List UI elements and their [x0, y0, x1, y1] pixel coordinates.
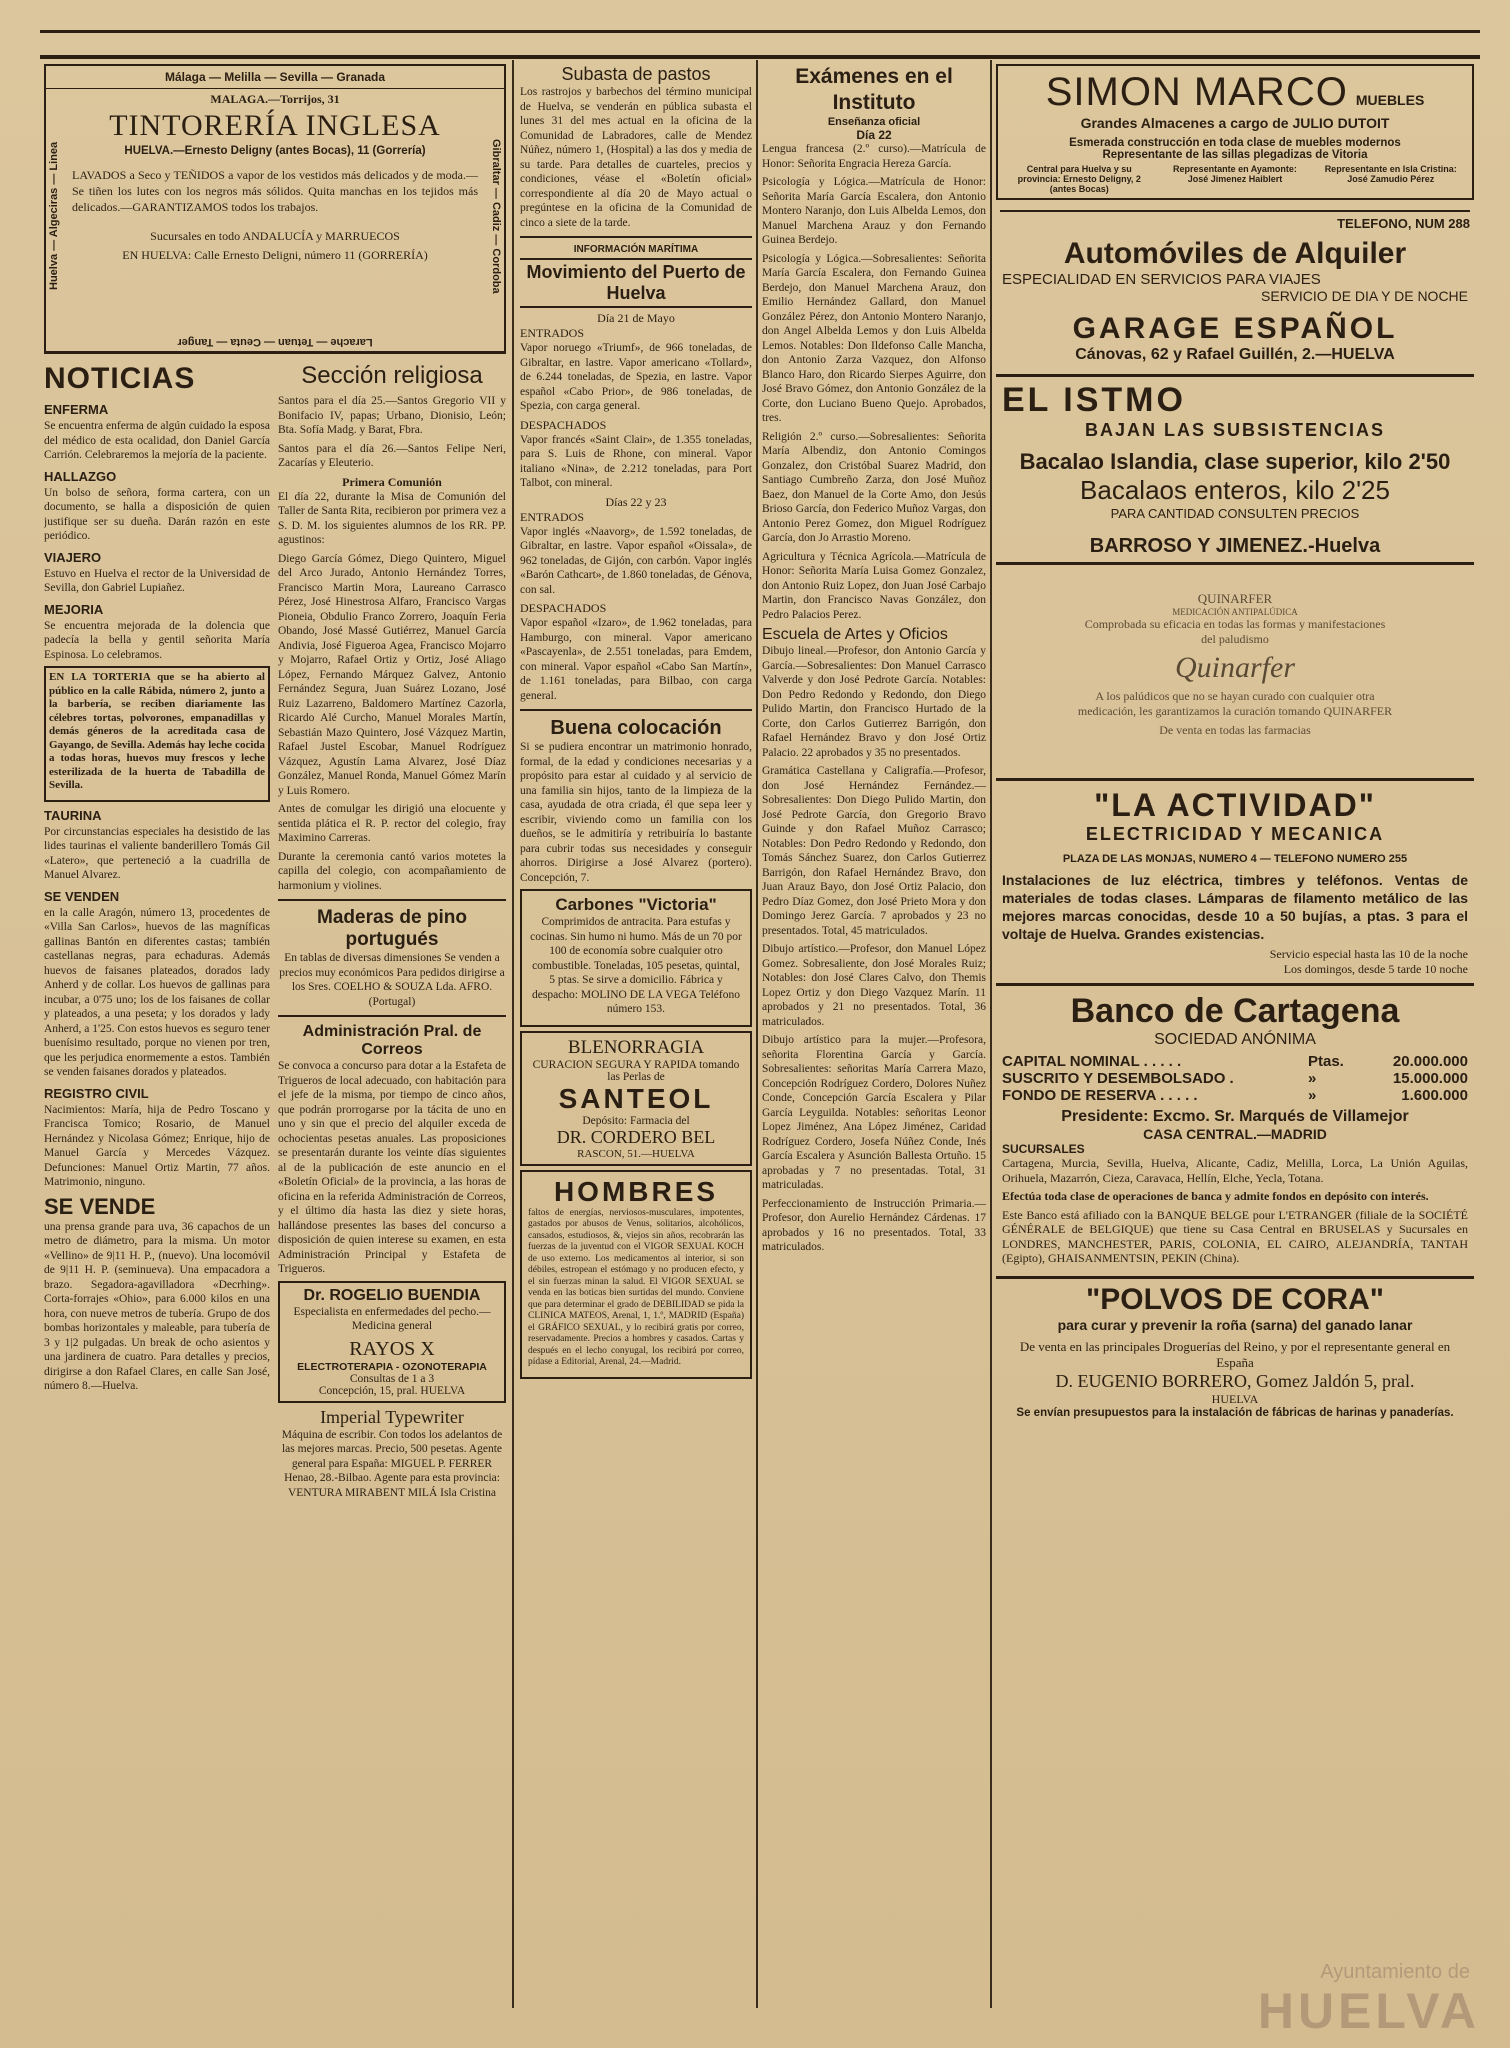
registro-heading: REGISTRO CIVIL	[44, 1085, 149, 1101]
se-venden-text: en la calle Aragón, número 13, procedentes de «Villa San Carlos», huevos de las magníficas gallinas Bantón en diferentes castas; también castellanas negras, para echaduras. Además huevos de faisanes plateados, dorados lady Anherd y de collar. Los huevos de gallinas para incubar, a 0'75 uno; los de los faisanes de collar y plateados, a una peseta; y los dorados y lady Anherd, a 1'25. Con estos huevos es seguro tener buenísimo resultado, porque no vienen por tren, que les perjudica enormemente a estos. También se venden faisanes dorados y plateados.	[44, 906, 270, 1078]
admin-title: Administración Pral. de Correos	[302, 1023, 482, 1058]
istmo-ad	[996, 374, 1474, 565]
banco-row-label: FONDO DE RESERVA . . . . .	[1002, 1087, 1198, 1104]
entrados-label: ENTRADOS	[520, 326, 585, 340]
istmo-title: EL ISTMO	[1002, 381, 1186, 419]
consultas: Consultas de 1 a 3	[349, 1372, 435, 1385]
rayos-x: RAYOS X	[349, 1337, 435, 1360]
info-maritima-heading: INFORMACIÓN MARÍTIMA	[573, 244, 699, 255]
examenes-p6: Dibujo lineal.—Profesor, don Antonio García y García.—Sobresalientes: Don Manuel Carrasco Valverde y don José Pedrote García. Notables: Don Pedro Redondo y Redondo, don Diego Pulido Martin, don Francisco Hurtado de la Corte, don Carlos Gutierrez Barrigón, don Rafael Hernández Bravo y don José Ortiz Palacio. 22 aprobados y 35 no presentados.	[762, 645, 986, 759]
simon-telefono: TELEFONO, NUM 288	[1000, 210, 1470, 231]
examenes-p10: Perfeccionamiento de Instrucción Primaria.—Profesor, don Aurelio Hernández Cárdenas. 17 aprobados y 16 no presentados. Total, 33 matriculados.	[762, 1197, 986, 1253]
typewriter-title: Imperial Typewriter	[320, 1406, 464, 1427]
typewriter-text: Máquina de escribir. Con todos los adelantos de las mejores marcas. Precio, 500 pesetas. Agente general para España: MIGUEL P. FERRER Henao, 28.-Bilbao. Agente para esta provincia: VENTURA MIRABENT MILÁ Isla Cristina	[281, 1428, 503, 1499]
banco-row-value: 20.000.000	[1392, 1053, 1468, 1070]
examenes-p8: Dibujo artístico.—Profesor, don Manuel López Gomez. Sobresaliente, don José Morales Ruiz; Notables: don José Clares Calvo, don Themis Lopez Ortiz y don Diego Vazquez Marín. 11 aprobados y 21 no presentados. Total, 36 matriculados.	[762, 943, 986, 1028]
se-vende-text: una prensa grande para uva, 36 capachos de un metro de diámetro, para la misma. Un motor «Vellino» de 9|11 H. P., (nuevo). Una locomóvil de 9|11 H. P. (seminueva). Una empacadora a brazo. Segadora-agavilladora «Decrhing». Corta-forrajes «Ohio», para 6.000 kilos en una hora, con nueve metros de tubería. Grupo de dos bombas horizontales y maleable, para tubería de 3 y 1|2 pulgadas. Un break de ocho asientos y una jardinera de cuatro. Para detalles y precios, dirigirse a don Rafael Clares, en calle San José, número 8.—Huelva.	[44, 1220, 270, 1392]
simon-marco-muebles: MUEBLES	[1355, 92, 1425, 108]
se-vende-heading: SE VENDE	[44, 1193, 156, 1219]
banco-row	[1002, 1070, 1468, 1087]
automoviles-sub2: SERVICIO DE DIA Y DE NOCHE	[1261, 288, 1468, 304]
subasta-column	[520, 64, 752, 1978]
column-divider	[990, 60, 992, 2008]
polvos-rep: D. EUGENIO BORRERO, Gomez Jaldón 5, pral.	[1055, 1370, 1415, 1391]
buendia-name: Dr. ROGELIO BUENDIA	[303, 1286, 481, 1304]
tintoreria-address-malaga: MALAGA.—Torrijos, 31	[210, 92, 340, 106]
tintoreria-address-huelva: HUELVA.—Ernesto Deligny (antes Bocas), 11 (Gorrería)	[124, 145, 426, 157]
tintoreria-title: TINTORERÍA INGLESA	[109, 109, 441, 142]
cordero-bel: DR. CORDERO BEL	[556, 1126, 716, 1147]
blenorragia-ad	[520, 1031, 752, 1166]
religiosa-p2: Santos para el día 26.—Santos Felipe Neri, Zacarías y Eleuterio.	[278, 442, 506, 469]
examenes-column	[762, 64, 986, 1978]
despachados-1: Vapor francés «Saint Clair», de 1.355 toneladas, para S. Luis de Rhone, con mineral. Vapor italiano «Nina», de 2.212 toneladas, para Port Talbot, con mineral.	[520, 433, 752, 489]
tintoreria-en-huelva: EN HUELVA: Calle Ernesto Deligni, número 11 (GORRERÍA)	[122, 248, 428, 262]
simon-marco-ad	[996, 64, 1474, 200]
religiosa-p5: Antes de comulgar les dirigió una elocuente y sentida plática el R. P. rector del colegio, fray Maximino Carreras.	[278, 803, 506, 844]
blenorragia-title: BLENORRAGIA	[567, 1036, 705, 1058]
tintoreria-cities-top: Málaga — Melilla — Sevilla — Granada	[46, 66, 504, 89]
automoviles-sub1: ESPECIALIDAD EN SERVICIOS PARA VIAJES	[1002, 271, 1321, 288]
polvos-title: "POLVOS DE CORA"	[1086, 1282, 1384, 1316]
garage-address: Cánovas, 62 y Rafael Guillén, 2.—HUELVA	[1075, 346, 1395, 363]
actividad-domingos: Los domingos, desde 5 tarde 10 noche	[1283, 962, 1468, 976]
column-divider	[512, 60, 514, 2008]
polvos-huelva: HUELVA	[1211, 1391, 1259, 1406]
actividad-ad	[996, 778, 1474, 986]
taurina-heading: TAURINA	[44, 807, 102, 823]
banco-casa: CASA CENTRAL.—MADRID	[1143, 1126, 1327, 1142]
actividad-title: "LA ACTIVIDAD"	[1094, 787, 1376, 823]
actividad-address: PLAZA DE LAS MONJAS, NUMERO 4 — TELEFONO NUMERO 255	[1062, 853, 1408, 865]
simon-col3: Representante en Isla Cristina: José Zamudio Pérez	[1324, 164, 1457, 184]
polvos-sub: para curar y prevenir la roña (sarna) del ganado lanar	[1057, 1316, 1413, 1333]
banco-row-unit: »	[1308, 1070, 1317, 1087]
examenes-p7: Gramática Castellana y Caligrafía.—Profesor, don José Hernández Fernández.—Sobresalientes: Don Diego Pulido Martin, don José Pedrote García, don Gregorio Bravo Guinde y don Rafael Muñoz Carrasco; Notables: Don Pedro Redondo y Redondo, don Tomás Sánchez Suarez, don Carlos Gutierrez Barrigón, don Rafael Hernández Bravo, don Juan Arauz Bayo, don José Ortiz Palacio, don Pedro Díaz Gomez, don José Prieto Mora y don Domingo Jerez García. 7 aprobados y 23 no presentados. Total, 45 matriculados.	[762, 765, 986, 937]
se-venden-heading: SE VENDEN	[44, 888, 120, 904]
banco-row-unit: »	[1308, 1087, 1317, 1104]
torteria-box	[44, 666, 270, 802]
banco-ops: Efectúa toda clase de operaciones de banca y admite fondos en depósito con interés.	[1002, 1189, 1429, 1203]
carbones-title: Carbones "Victoria"	[555, 895, 717, 914]
noticias-column	[44, 362, 270, 1978]
polvos-venta: De venta en las principales Droguerías del Reino, y por el representante general en España	[1019, 1338, 1451, 1370]
carbones-ad	[520, 889, 752, 1027]
divider	[278, 899, 506, 901]
istmo-line1: Bacalao Islandia, clase superior, kilo 2'50	[1019, 449, 1451, 474]
subasta-text: Los rastrojos y barbechos del término municipal de Huelva, se venderán en pública subasta el lunes 31 del mes actual en la oficina de la Comunidad de Labradores, calle de Mendez Núñez, número 1, (Hospital) a las dos y media de su tarde. Para detalles de cuarteles, precios y condiciones, véase el «Boletín oficial» correspondiente al día 20 de Mayo actual o pregúntese en la oficina de la Comunidad de cinco a siete de la tarde.	[520, 86, 752, 229]
istmo-firm: BARROSO Y JIMENEZ.-Huelva	[1089, 535, 1381, 557]
entrados-2: Vapor inglés «Naavorg», de 1.592 toneladas, de Gibraltar, en lastre. Vapor español «Oissala», de 962 toneladas, de Gijón, con carbón. Vapor inglés «Barón Cathcart», de 1.860 toneladas, de Génova, con sal.	[520, 525, 752, 596]
automoviles-ad	[996, 235, 1474, 366]
simon-line1: Esmerada construcción en toda clase de muebles modernos	[1069, 137, 1401, 149]
religiosa-p3: El día 22, durante la Misa de Comunión del Taller de Santa Rita, recibieron por primera vez a S. D. M. los siguientes alumnos de los RR. PP. agustinos:	[278, 490, 506, 546]
electroterapia: ELECTROTERAPIA - OZONOTERAPIA	[297, 1360, 487, 1373]
buendia-ad	[278, 1281, 506, 1403]
dia-22: Día 22	[856, 128, 892, 142]
actividad-sub: ELECTRICIDAD Y MECANICA	[1085, 824, 1385, 844]
escuela-title: Escuela de Artes y Oficios	[762, 626, 948, 643]
istmo-line2: Bacalaos enteros, kilo 2'25	[1080, 475, 1390, 505]
polvos-ad	[996, 1276, 1474, 1423]
hombres-title: HOMBRES	[553, 1175, 719, 1207]
deposito: Depósito: Farmacia del	[582, 1114, 690, 1127]
religiosa-p6: Durante la ceremonia cantó varios motetes la capilla del colegio, con acompañamiento de harmonium y violines.	[278, 850, 506, 892]
actividad-servicio: Servicio especial hasta las 10 de la noche	[1269, 947, 1468, 961]
hombres-text: faltos de energías, nerviosos-musculares, impotentes, gastados por abusos de Venus, solitarios, alcohólicos, cansados, estudiosos, &, viejos sin años, recobrarán las fuerzas de la juventud con el VIGOR SEXUAL KOCH de uso externo. Los medicamentos al interior, si son débiles, estropean el estómago y no producen efecto, y el sin fuerzas minan la salud. El VIGOR SEXUAL se venda en las boticas bien surtidas del mundo. Conviene que para determinar el grado de DEBILIDAD se pida la CLINICA MATEOS, Arenal, 1, 1.º, MADRID (España) el GRÁFICO SEXUAL, y lo recibirá gratis por correo, reservadamente. Precios a hombres y casados. Cartas y después en el lecho conyugal, los recibirá por correo, pídase a Editorial, Arenal, 24.—Madrid.	[528, 1207, 744, 1367]
banco-ad	[996, 986, 1474, 1276]
simon-sub: Grandes Almacenes a cargo de JULIO DUTOIT	[1080, 115, 1390, 131]
divider	[520, 709, 752, 711]
admin-text: Se convoca a concurso para dotar a la Estafeta de Trigueros de local adecuado, con habitación para el jefe de la misma, por tiempo de cinco años, que podrán prorrogarse por la tácita de uno en uno y sin que el precio del alquiler exceda de ochocientas pesetas anuales. Las proposiciones se presentarán durante los veinte días siguientes al de la publicación de este anuncio en el «Boletín Oficial» de la provincia, a las horas de oficina en la referida Administración de Correos, y el último día hasta las diez y siete horas, hallándose presentes las bases del concurso a disposición de quien interese su examen, en esta Administración Principal y Estafeta de Trigueros.	[278, 1060, 506, 1275]
buendia-text: Especialista en enfermedades del pecho.—Medicina general	[293, 1305, 491, 1332]
maderas-title: Maderas de pino portugués	[317, 907, 467, 950]
tintoreria-sucursales: Sucursales en todo ANDALUCÍA y MARRUECOS	[150, 229, 400, 243]
noticia-heading: ENFERMA	[44, 402, 109, 417]
divider	[278, 1015, 506, 1017]
examenes-p4: Religión 2.º curso.—Sobresalientes: Señorita María Albendiz, don Antonio Comingos Gonzalez, don Cristóbal Suarez Madrid, don Santiago Cumbreño Zarza, don José Muñoz Baez, don Manuel de la Corte Amo, don Jesús Brioso García, don Federico Muñoz Vargas, don Antonio Perez Gomez, don Miguel Rodríguez García, don Jo Arrastio Moreno.	[762, 430, 986, 544]
hombres-ad	[520, 1170, 752, 1379]
despachados-label-2: DESPACHADOS	[520, 601, 607, 615]
watermark-logo: HUELVA	[1257, 1983, 1480, 2039]
banco-afiliado: Este Banco está afiliado con la BANQUE BELGE pour L'ETRANGER (filiale de la SOCIÉTÉ GÉNÉRALE de BELGIQUE) que tiene su Casa Central en BRUSELAS y Sucursales en LONDRES, MANCHESTER, PARIS, COLONIA, EL CAIRO, ALEJANDRÍA, TANTAH (Egipto), GHAISANMENTSIN, PEKIN (China).	[1002, 1207, 1468, 1265]
tintoreria-cities-left: Huelva — Algeciras — Linea	[48, 141, 60, 291]
quinarfer-text3: De venta en todas las farmacias	[1159, 723, 1311, 737]
tintoreria-cities-right: Gibraltar — Cadiz — Cordoba	[490, 138, 502, 294]
column-divider	[756, 60, 758, 2008]
istmo-sub: BAJAN LAS SUBSISTENCIAS	[1084, 420, 1386, 440]
colocacion-title: Buena colocación	[550, 717, 722, 739]
colocacion-text: Si se pudiera encontrar un matrimonio honrado, formal, de la edad y condiciones necesarias y a propósito para estar al cuidado y al servicio de una familia sin hijos, tanto de la limpieza de la casa, ayudada de otra criada, él que sepa leer y escribir, viviendo como un familia con los dueños, se le admitiría y retribuiría lo bastante para cubrir todas sus necesidades y conseguir ahorros. Dirigirse a José Alvarez (portero). Concepción, 7.	[520, 741, 752, 884]
santeol: SANTEOL	[558, 1082, 714, 1114]
quinarfer-text2: A los palúdicos que no se hayan curado con cualquier otra medicación, les garantizamos la curación tomando QUINARFER	[1077, 689, 1393, 718]
torteria-text: EN LA TORTERIA que se ha abierto al público en la calle Rábida, número 2, junto a la barbería, se reciben diariamente las célebres tortas, polvorones, empanadillas y demás géneros de la acreditada casa de Gayango, de Sevilla. Además hay leche cocida a todas horas, huevos muy frescos y leche esterilizada de la huerta de Tabadilla de Sevilla.	[49, 671, 265, 791]
noticia-text: Un bolso de señora, forma cartera, con un documento, se halla a disposición de quien justifique ser su dueña. Darán razón en este periódico.	[44, 486, 270, 542]
banco-row	[1002, 1087, 1468, 1104]
noticias-title: NOTICIAS	[44, 362, 196, 395]
quinarfer-top: QUINARFER	[1197, 591, 1273, 606]
dias-22-23: Días 22 y 23	[605, 494, 667, 509]
taurina-text: Por circunstancias especiales ha desistido de las lides taurinas el valiente banderillero Tomás Gil «Latero», que perteneció a la cuadrilla de Manuel Alvarez.	[44, 825, 270, 881]
dia-21: Día 21 de Mayo	[597, 311, 675, 325]
tintoreria-ad	[44, 64, 506, 354]
banco-row-value: 1.600.000	[1401, 1087, 1468, 1104]
istmo-line3: PARA CANTIDAD CONSULTEN PRECIOS	[1110, 506, 1360, 521]
simon-col1: Central para Huelva y su provincia: Ernesto Deligny, 2 (antes Bocas)	[1017, 164, 1141, 194]
divider	[520, 236, 752, 238]
noticia-heading: VIAJERO	[44, 549, 102, 565]
despachados-label: DESPACHADOS	[520, 417, 607, 432]
simon-col2: Representante en Ayamonte: José Jimenez Haiblert	[1173, 164, 1297, 184]
entrados-1: Vapor noruego «Triumf», de 966 toneladas, de Gibraltar, en lastre. Vapor americano «Tollard», de 6.244 toneladas, de Spezia, en lastre. Vapor español «Cabo Prior», de 986 toneladas, de Spezia, con carga general.	[520, 342, 752, 412]
banco-row	[1002, 1053, 1468, 1070]
noticia-heading: HALLAZGO	[44, 468, 117, 484]
banco-sucursales-head: SUCURSALES	[1002, 1142, 1085, 1156]
tintoreria-cities-bottom: Larache — Tetuan — Ceuta — Tanger	[46, 333, 504, 352]
registro-text: Nacimientos: María, hija de Pedro Toscano y Francisca Tomico; Rosario, de Manuel Hernández y Nicolasa Gómez; Enrique, hijo de Manuel García y Mercedes Vázquez. Defunciones: Manuel Ortiz Martin, 77 años. Matrimonio, ninguno.	[44, 1103, 270, 1188]
subasta-title: Subasta de pastos	[561, 64, 711, 84]
ads-column	[996, 64, 1474, 1978]
comunion-heading: Primera Comunión	[342, 474, 442, 489]
examenes-sub: Enseñanza oficial	[827, 116, 921, 128]
noticia-heading: MEJORIA	[44, 601, 104, 617]
actividad-body: Instalaciones de luz eléctrica, timbres y teléfonos. Ventas de materiales de todas clases. Lámparas de filamento metálico de las mejores marcas conocidas, desde 10 a 50 bujías, a ptas. 3 para el voltaje de Huelva. Grandes existencias.	[1002, 872, 1468, 942]
rascon: RASCON, 51.—HUELVA	[577, 1147, 695, 1160]
polvos-envio: Se envían presupuestos para la instalación de fábricas de harinas y panaderías.	[1016, 1406, 1454, 1419]
religiosa-column	[278, 362, 506, 1978]
automoviles-title: Automóviles de Alquiler	[1063, 237, 1407, 270]
examenes-p9: Dibujo artístico para la mujer.—Profesora, señorita Florentina García y García. Sobresalientes: señoritas María Carrera Mazo, Concepción Rodríguez Cordero, Dolores Nuñez Conde, Concepción García Escalera y Pilar García Leyguilda. Notables: señoritas Leonor Lopez Jiménez, Ana López Jiménez, Caridad Rodríguez Cordero, Josefa Núñez Conde, Inés García Escalera y Asunción Ballesta Ortuño. 15 aprobadas y 7 no presentadas. Total, 31 matriculadas.	[762, 1034, 986, 1191]
banco-sub: SOCIEDAD ANÓNIMA	[1154, 1031, 1316, 1048]
banco-row-label: SUSCRITO Y DESEMBOLSADO .	[1002, 1070, 1234, 1087]
quinarfer-sub: MEDICACIÓN ANTIPALÚDICA	[1172, 607, 1298, 617]
noticia-text: Se encuentra mejorada de la dolencia que padecía la bella y gentil señorita María Espinosa. Lo celebramos.	[44, 619, 270, 661]
examenes-title: Exámenes en el Instituto	[795, 65, 953, 114]
watermark-line1: Ayuntamiento de	[1320, 1961, 1470, 1983]
carbones-text: Comprimidos de antracita. Para estufas y cocinas. Sin humo ni humo. Más de un 70 por 100 de economía sobre cualquier otro combustible. Toneladas, 105 pesetas, quintal, 5 ptas. Se sirve a domicilio. Fábrica y despacho: MOLINO DE LA VEGA Teléfono número 153.	[530, 916, 742, 1015]
religiosa-p1: Santos para el día 25.—Santos Gregorio VII y Bonifacio IV, papas; Urbano, Dionisio, León; Bta. Sofía Madg. y Barat, Fbra.	[278, 395, 506, 436]
top-rule	[40, 30, 1480, 33]
concepcion-address: Concepción, 15, pral. HUELVA	[318, 1384, 466, 1397]
garage-espanol: GARAGE ESPAÑOL	[1072, 312, 1398, 345]
banco-row-label: CAPITAL NOMINAL . . . . .	[1002, 1053, 1182, 1070]
blenorragia-sub: CURACION SEGURA Y RAPIDA tomando las Perlas de	[532, 1058, 740, 1083]
examenes-p5: Agricultura y Técnica Agrícola.—Matrícula de Honor: Señorita María Luisa Gomez Gonzalez, don Antonio Ruiz Lopez, don Juan José Carbajo Martin, don Francisco Navas González, don Pedro Palacios Perez.	[762, 550, 986, 621]
religiosa-p4: Diego García Gómez, Diego Quintero, Miguel del Arco Jurado, Antonio Hernández Torres, Francisco Martin Mora, Laureano Carrasco Pérez, José Hinestrosa Alfaro, Francisco Vargas Pioneia, Obdulio Franco Zorrero, Joaquín Feria Obando, José Massé Gutiérrez, Manuel García Andivia, José Figueroa Agea, Francisco Mojarro y Mojarro, Rafael Ortiz y Ortiz, José Aliago López, Fernando Márquez Galvez, Antonio Fernández Segura, Juan Suárez Lozano, José Ruiz Lazarreno, Baldomero Martínez Cazorla, Ricardo Alé Curcho, Manuel Morales Martín, Sebastián Mazo Quintero, José Vázquez Martin, Rafael Justel Escobar, Manuel Rodríguez Vázquez, Agustín Lama Alvarez, José Díaz González, Manuel Ronda, Manuel Gómez Marín y Luis Romero.	[278, 552, 506, 797]
quinarfer-brand: Quinarfer	[1175, 651, 1295, 684]
tintoreria-body: LAVADOS a Seco y TEÑIDOS a vapor de los vestidos más delicados y de moda.—Se tiñen los lutes con los negros más sólidos. Quita manchas en los tejidos más delicados.—GARANTIZAMOS todos los trabajos.	[72, 168, 478, 214]
maderas-text: En tablas de diversas dimensiones Se venden a precios muy económicos Para pedidos dirigirse a los Sres. COELHO & SOUZA Lda. AFRO. (Portugal)	[279, 952, 505, 1008]
religiosa-title: Sección religiosa	[301, 362, 483, 389]
puerto-title: Movimiento del Puerto de Huelva	[520, 258, 752, 308]
quinarfer-ad	[1076, 591, 1394, 738]
simon-marco-name: SIMON MARCO	[1045, 70, 1348, 114]
despachados-2: Vapor español «Izaro», de 1.962 toneladas, para Hamburgo, con mineral. Vapor americano «Pascayenla», de 2.551 toneladas, para Emdem, con mineral. Vapor español «Cabo San Martín», de 1.161 toneladas, para Bilbao, con carga general.	[520, 617, 752, 702]
examenes-p2: Psicología y Lógica.—Matrícula de Honor: Señorita María García Escalera, don Antonio Montero Naranjo, don Luis Albelda Lemos, don Manuel Marchena Arauz y don Fernando Guinea Berdejo.	[762, 176, 986, 246]
simon-line2: Representante de las sillas plegadizas de Vitoria	[1102, 149, 1368, 161]
banco-row-unit: Ptas.	[1308, 1053, 1344, 1070]
banco-row-value: 15.000.000	[1392, 1070, 1468, 1087]
entrados-label-2: ENTRADOS	[520, 509, 585, 524]
top-rule-2	[40, 55, 1480, 59]
noticia-text: Se encuentra enferma de algún cuidado la esposa del médico de esta ocalidad, don Daniel García Carrión. Celebraremos la mejoría de la paciente.	[44, 420, 270, 461]
quinarfer-text1: Comprobada su eficacia en todas las formas y manifestaciones del paludismo	[1084, 617, 1386, 646]
examenes-p1: Lengua francesa (2.º curso).—Matrícula de Honor: Señorita Engracia Hereza García.	[762, 143, 986, 170]
examenes-p3: Psicología y Lógica.—Sobresalientes: Señorita María García Escalera, don Fernando Guinea Berdejo, don Manuel Marchena Arauz, don Emilio Hernández Gallard, don Manuel González Pérez, don Antonio Montero Naranjo, don Angel Albelda Lemos y don Luis Albelda Lemos. Notables: Don Ildefonso Calle Mancha, don Antonio Zarza Vazquez, don Alfonso Blanco Haro, don Ricardo Sierpes Aguirre, don José Bravo Gómez, don Antonio González de la Corte, don Luciano Bueno Quejo. Aprobados, tres.	[762, 252, 986, 424]
banco-title: Banco de Cartagena	[1070, 992, 1400, 1030]
noticia-text: Estuvo en Huelva el rector de la Universidad de Sevilla, don Gabriel Lupiañez.	[44, 567, 270, 594]
banco-presidente: Presidente: Excmo. Sr. Marqués de Villamejor	[1061, 1108, 1409, 1125]
banco-sucursales: Cartagena, Murcia, Sevilla, Huelva, Alicante, Cadiz, Melilla, Lorca, La Unión Aguilas, Orihuela, Mazarrón, Cieza, Caravaca, Hellín, Elche, Yecla, Totana.	[1002, 1156, 1468, 1185]
